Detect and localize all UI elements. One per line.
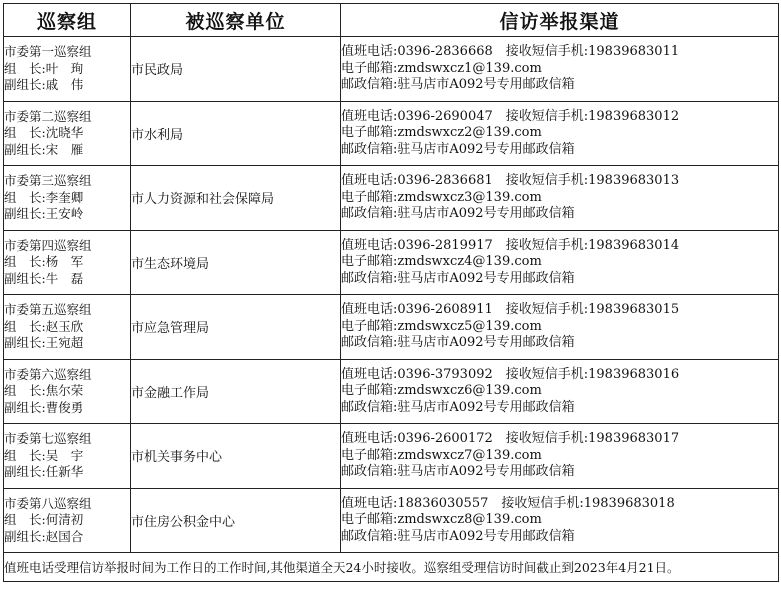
group-deputy: 副组长:任新华 [4,464,84,479]
contact-cell [341,424,779,489]
footer-note: 值班电话受理信访举报时间为工作日的工作时间,其他渠道全天24小时接收。巡察组受理信访时间截止到2023年4月21日。 [4,553,779,582]
unit-cell: 市人力资源和社会保障局 [131,166,341,231]
hotline: 值班电话:0396-2600172 接收短信手机:19839683017 [341,431,680,446]
hotline: 值班电话:0396-3793092 接收短信手机:19839683016 [341,366,680,382]
group-leader: 组 长:沈晓华 [4,125,84,140]
group-leader: 组 长:叶 珣 [4,60,84,76]
group-cell [4,424,131,489]
hotline: 值班电话:0396-2819917 接收短信手机:19839683014 [341,237,680,253]
postbox: 邮政信箱:驻马店市A092号专用邮政信箱 [341,335,575,350]
group-name: 市委第三巡察组 [4,173,92,188]
group-cell [4,230,131,295]
email: 电子邮箱:zmdswxcz3@139.com [341,189,542,205]
group-name: 市委第二巡察组 [4,108,92,124]
email: 电子邮箱:zmdswxcz6@139.com [341,383,542,398]
footer-row [4,553,779,582]
hotline: 值班电话:0396-2690047 接收短信手机:19839683012 [341,108,680,124]
group-name: 市委第六巡察组 [4,366,92,382]
group-cell [4,166,131,231]
postbox: 邮政信箱:驻马店市A092号专用邮政信箱 [341,77,575,92]
group-deputy: 副组长:牛 磊 [4,270,84,286]
header-group: 巡察组 [4,4,131,37]
group-cell [4,488,131,553]
unit-cell: 市应急管理局 [131,295,341,360]
table-row [4,295,779,360]
email: 电子邮箱:zmdswxcz5@139.com [341,318,542,334]
group-cell [4,359,131,424]
group-leader: 组 长:赵玉欣 [4,318,84,334]
group-name: 市委第五巡察组 [4,302,92,317]
email: 电子邮箱:zmdswxcz1@139.com [341,60,542,76]
table-row [4,424,779,489]
group-leader: 组 长:焦尔荣 [4,383,84,398]
group-deputy: 副组长:宋 雁 [4,141,84,157]
postbox: 邮政信箱:驻马店市A092号专用邮政信箱 [341,270,575,286]
postbox: 邮政信箱:驻马店市A092号专用邮政信箱 [341,464,575,479]
group-deputy: 副组长:王宛超 [4,335,84,350]
email: 电子邮箱:zmdswxcz7@139.com [341,447,542,463]
contact-cell [341,230,779,295]
contact-cell [341,166,779,231]
postbox: 邮政信箱:驻马店市A092号专用邮政信箱 [341,399,575,415]
table-row [4,488,779,553]
group-cell [4,101,131,166]
group-name: 市委第八巡察组 [4,495,92,511]
table-row [4,37,779,102]
contact-cell [341,295,779,360]
contact-cell [341,488,779,553]
group-cell [4,37,131,102]
hotline: 值班电话:0396-2836681 接收短信手机:19839683013 [341,173,680,188]
group-cell [4,295,131,360]
group-name: 市委第七巡察组 [4,431,92,446]
group-leader: 组 长:吴 宇 [4,447,84,463]
email: 电子邮箱:zmdswxcz8@139.com [341,512,542,527]
email: 电子邮箱:zmdswxcz4@139.com [341,254,542,269]
unit-cell: 市水利局 [131,101,341,166]
inspection-table [3,3,779,582]
contact-cell [341,37,779,102]
postbox: 邮政信箱:驻马店市A092号专用邮政信箱 [341,528,575,544]
unit-cell: 市民政局 [131,37,341,102]
group-leader: 组 长:何清初 [4,512,84,527]
unit-cell: 市机关事务中心 [131,424,341,489]
group-name: 市委第四巡察组 [4,237,92,253]
table-row [4,101,779,166]
postbox: 邮政信箱:驻马店市A092号专用邮政信箱 [341,206,575,221]
group-deputy: 副组长:王安岭 [4,206,84,221]
header-unit: 被巡察单位 [131,4,341,37]
group-deputy: 副组长:曹俊勇 [4,399,84,415]
table-header-row [4,4,779,37]
hotline: 值班电话:0396-2836668 接收短信手机:19839683011 [341,44,680,59]
contact-cell [341,359,779,424]
hotline: 值班电话:18836030557 接收短信手机:19839683018 [341,495,675,511]
group-leader: 组 长:李奎卿 [4,189,84,205]
contact-cell [341,101,779,166]
group-leader: 组 长:杨 军 [4,254,84,269]
table-row [4,166,779,231]
table-body [4,37,779,582]
postbox: 邮政信箱:驻马店市A092号专用邮政信箱 [341,141,575,157]
table-row [4,359,779,424]
unit-cell: 市住房公积金中心 [131,488,341,553]
table-row [4,230,779,295]
unit-cell: 市金融工作局 [131,359,341,424]
group-name: 市委第一巡察组 [4,44,92,59]
group-deputy: 副组长:戚 伟 [4,77,84,92]
email: 电子邮箱:zmdswxcz2@139.com [341,125,542,140]
hotline: 值班电话:0396-2608911 接收短信手机:19839683015 [341,302,680,317]
header-channel: 信访举报渠道 [341,4,779,37]
unit-cell: 市生态环境局 [131,230,341,295]
group-deputy: 副组长:赵国合 [4,528,84,544]
